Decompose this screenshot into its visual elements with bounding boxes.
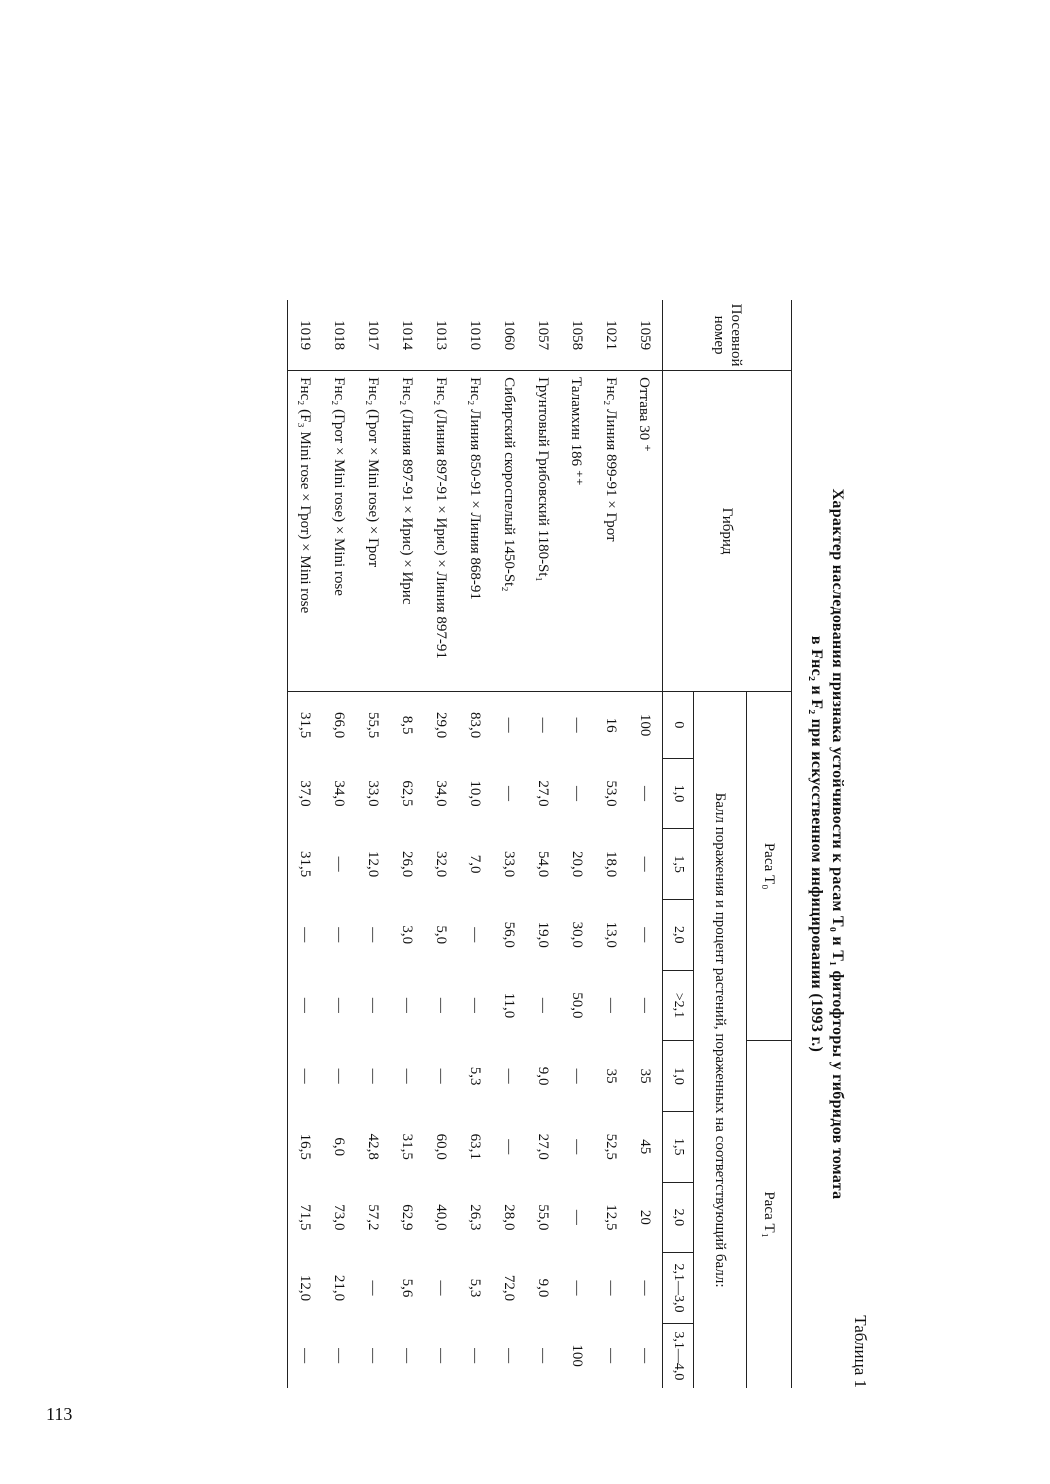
table-row	[356, 300, 390, 1388]
header-t0-score: >2,1	[663, 970, 694, 1041]
table-row	[424, 300, 458, 1388]
race-t1-value-cell: 20	[637, 1209, 654, 1225]
hybrid-cell: Оттава 30 ⁺	[628, 371, 663, 692]
race-t1-value-cell: 100	[569, 1344, 586, 1367]
hybrid-cell: Fнс₂ (Линия 897-91 × Ирис) × Линия 897-91	[424, 371, 458, 692]
header-t1-score: 1,0	[663, 1041, 694, 1112]
race-t1-value-cell: 28,0	[501, 1204, 518, 1231]
table-row	[390, 300, 424, 1388]
hybrid-cell: Грунтовый Грибовский 1180-St₁	[526, 371, 560, 692]
sowing-number-cell: 1019	[288, 300, 323, 371]
race-t1-value-cell: —	[365, 1348, 382, 1364]
race-t1-value-cell: —	[433, 1068, 450, 1084]
race-t1-value-cell: —	[288, 1041, 323, 1112]
sowing-number-cell: 1018	[322, 300, 356, 371]
header-score-caption: Балл поражения и процент растений, пораженных на соответствующий балл:	[694, 692, 747, 1388]
race-t0-value-cell: —	[535, 997, 552, 1013]
race-t0-value-cell: 12,0	[365, 850, 382, 878]
race-t0-value-cell: 100	[637, 713, 654, 737]
race-t1-value-cell: —	[288, 1323, 323, 1388]
sowing-number-cell: 1014	[390, 300, 424, 371]
race-t0-value-cell: —	[569, 785, 586, 801]
race-t1-value-cell: 12,5	[603, 1204, 620, 1231]
race-t1-value-cell: 72,0	[501, 1274, 518, 1302]
race-t1-value-cell: —	[637, 1348, 654, 1364]
race-t0-value-cell: —	[501, 717, 518, 733]
race-t1-value-cell: 45	[637, 1139, 654, 1155]
race-t1-value-cell: —	[501, 1139, 518, 1155]
header-t1-score: 2,1—3,0	[663, 1253, 694, 1324]
hybrid-cell: Fнс₂ Линия 850-91 × Линия 868-91	[458, 371, 492, 692]
race-t0-value-cell: 34,0	[433, 780, 450, 807]
race-t1-value-cell: 5,6	[399, 1278, 416, 1298]
race-t1-value-cell: 12,0	[288, 1253, 323, 1324]
race-t1-value-cell: —	[331, 1348, 348, 1364]
race-t1-value-cell: —	[603, 1280, 620, 1296]
race-t1-value-cell: —	[569, 1139, 586, 1155]
race-t0-value-cell: 33,0	[365, 780, 382, 807]
race-t0-value-cell: —	[288, 899, 323, 970]
race-t1-value-cell: 42,8	[365, 1133, 382, 1160]
race-t1-value-cell: —	[433, 1280, 450, 1296]
race-t0-value-cell: —	[569, 717, 586, 733]
resistance-table	[287, 300, 792, 1388]
race-t0-value-cell: 16	[603, 717, 620, 733]
race-t0-value-cell: 54,0	[535, 850, 552, 878]
header-t1-score: 2,0	[663, 1182, 694, 1253]
race-t0-value-cell: —	[365, 997, 382, 1013]
header-t1-score: 3,1—4,0	[663, 1323, 694, 1388]
race-t0-value-cell: 32,0	[433, 850, 450, 878]
race-t0-value-cell: 37,0	[288, 758, 323, 829]
race-t0-value-cell: —	[399, 997, 416, 1013]
sowing-number-cell: 1013	[424, 300, 458, 371]
header-race-t1: Раса T₁	[747, 1041, 792, 1388]
race-t0-value-cell: —	[501, 785, 518, 801]
race-t0-value-cell: 62,5	[399, 780, 416, 807]
table-row	[288, 300, 323, 1388]
race-t1-value-cell: 16,5	[288, 1111, 323, 1182]
race-t0-value-cell: 55,5	[365, 711, 382, 739]
rotated-page-content	[46, 300, 880, 1424]
table-row	[526, 300, 560, 1388]
race-t0-value-cell: —	[637, 856, 654, 872]
race-t0-value-cell: 19,0	[535, 921, 552, 948]
race-t1-value-cell: —	[433, 1348, 450, 1364]
hybrid-cell: Fнс₂ (Грот × Mini rose) × Грот	[356, 371, 390, 692]
race-t1-value-cell: 52,5	[603, 1133, 620, 1160]
race-t1-value-cell: 21,0	[331, 1274, 348, 1302]
table-caption-label: Таблица 1	[851, 1315, 870, 1388]
race-t1-value-cell: 9,0	[535, 1066, 552, 1086]
race-t0-value-cell: 83,0	[467, 711, 484, 739]
hybrid-cell: Fнс₂ (Грот × Mini rose) × Mini rose	[322, 371, 356, 692]
race-t1-value-cell: 5,3	[467, 1066, 484, 1086]
race-t1-value-cell: 27,0	[535, 1133, 552, 1160]
race-t0-value-cell: 56,0	[501, 921, 518, 948]
race-t0-value-cell: 11,0	[501, 992, 518, 1019]
table-row	[560, 300, 594, 1388]
header-t1-score: 1,5	[663, 1111, 694, 1182]
header-t0-score: 0	[663, 692, 694, 759]
race-t0-value-cell: 53,0	[603, 780, 620, 807]
race-t0-value-cell: 3,0	[399, 925, 416, 945]
race-t1-value-cell: —	[331, 1068, 348, 1084]
race-t1-value-cell: 31,5	[399, 1133, 416, 1160]
race-t0-value-cell: 13,0	[603, 921, 620, 948]
header-t0-score: 1,0	[663, 758, 694, 829]
header-t0-score: 1,5	[663, 829, 694, 900]
race-t1-value-cell: —	[365, 1280, 382, 1296]
race-t0-value-cell: 34,0	[331, 780, 348, 807]
race-t0-value-cell: 8,5	[399, 715, 416, 735]
race-t1-value-cell: —	[467, 1348, 484, 1364]
race-t0-value-cell: 27,0	[535, 780, 552, 807]
race-t0-value-cell: 66,0	[331, 711, 348, 739]
race-t1-value-cell: 26,3	[467, 1204, 484, 1231]
sowing-number-cell: 1057	[526, 300, 560, 371]
race-t1-value-cell: 35	[603, 1068, 620, 1084]
hybrid-cell: Fнс₂ (F₃ Mini rose × Грот) × Mini rose	[288, 371, 323, 692]
race-t1-value-cell: —	[569, 1280, 586, 1296]
table-row	[458, 300, 492, 1388]
header-sowing-number: Посевной номер	[663, 300, 792, 371]
hybrid-cell: Fнс₂ Линия 899-91 × Грот	[594, 371, 628, 692]
race-t1-value-cell: —	[501, 1068, 518, 1084]
sowing-number-cell: 1058	[560, 300, 594, 371]
race-t1-value-cell: —	[365, 1068, 382, 1084]
race-t0-value-cell: 31,5	[288, 829, 323, 900]
race-t1-value-cell: —	[399, 1068, 416, 1084]
race-t1-value-cell: —	[603, 1348, 620, 1364]
race-t0-value-cell: 10,0	[467, 780, 484, 807]
title-line-2: в Fнс₂ и F₂ при искусственном инфицировании (1993 г.)	[808, 635, 825, 1053]
race-t0-value-cell: 5,0	[433, 925, 450, 945]
sowing-number-cell: 1059	[628, 300, 663, 371]
race-t1-value-cell: 35	[637, 1068, 654, 1084]
race-t0-value-cell: —	[331, 927, 348, 943]
race-t0-value-cell: —	[467, 927, 484, 943]
race-t1-value-cell: —	[535, 1348, 552, 1364]
race-t1-value-cell: —	[569, 1209, 586, 1225]
race-t0-value-cell: 31,5	[288, 692, 323, 759]
race-t0-value-cell: 29,0	[433, 711, 450, 739]
race-t1-value-cell: 71,5	[288, 1182, 323, 1253]
race-t1-value-cell: —	[569, 1068, 586, 1084]
race-t1-value-cell: 62,9	[399, 1204, 416, 1231]
sowing-number-cell: 1060	[492, 300, 526, 371]
hybrid-cell: Fнс₂ (Линия 897-91 × Ирис) × Ирис	[390, 371, 424, 692]
table-row	[322, 300, 356, 1388]
race-t0-value-cell: 30,0	[569, 921, 586, 948]
race-t0-value-cell: —	[535, 717, 552, 733]
race-t1-value-cell: 5,3	[467, 1278, 484, 1298]
hybrid-cell: Сибирский скороспелый 1450-St₂	[492, 371, 526, 692]
sowing-number-cell: 1021	[594, 300, 628, 371]
table-row	[492, 300, 526, 1388]
race-t1-value-cell: —	[501, 1348, 518, 1364]
race-t0-value-cell: 33,0	[501, 850, 518, 878]
race-t0-value-cell: 7,0	[467, 854, 484, 874]
header-t0-score: 2,0	[663, 899, 694, 970]
race-t0-value-cell: 18,0	[603, 850, 620, 878]
race-t0-value-cell: —	[331, 997, 348, 1013]
race-t0-value-cell: —	[433, 997, 450, 1013]
sowing-number-cell: 1017	[356, 300, 390, 371]
table-title	[806, 300, 848, 1388]
race-t0-value-cell: —	[603, 997, 620, 1013]
race-t0-value-cell: 20,0	[569, 850, 586, 878]
title-line-1: Характер наследования признака устойчивости к расам T₀ и T₁ фитофторы у гибридов томата	[829, 488, 846, 1200]
table-row	[594, 300, 628, 1388]
race-t1-value-cell: 57,2	[365, 1204, 382, 1231]
header-race-t0: Раса T₀	[747, 692, 792, 1041]
race-t0-value-cell: —	[637, 927, 654, 943]
race-t0-value-cell: 26,0	[399, 850, 416, 878]
race-t1-value-cell: 55,0	[535, 1204, 552, 1231]
race-t0-value-cell: —	[467, 997, 484, 1013]
race-t1-value-cell: 63,1	[467, 1133, 484, 1160]
race-t1-value-cell: 9,0	[535, 1278, 552, 1298]
race-t1-value-cell: —	[399, 1348, 416, 1364]
race-t0-value-cell: —	[637, 997, 654, 1013]
sowing-number-cell: 1010	[458, 300, 492, 371]
race-t1-value-cell: 60,0	[433, 1133, 450, 1160]
race-t0-value-cell: —	[288, 970, 323, 1041]
race-t1-value-cell: 73,0	[331, 1204, 348, 1231]
page-number: 113	[46, 1404, 73, 1424]
hybrid-cell: Таламхин 186 ⁺⁺	[560, 371, 594, 692]
race-t1-value-cell: 6,0	[331, 1137, 348, 1157]
header-hybrid: Гибрид	[663, 371, 792, 692]
race-t0-value-cell: —	[365, 927, 382, 943]
table-row	[628, 300, 663, 1388]
table-body	[288, 300, 663, 1388]
race-t1-value-cell: —	[637, 1280, 654, 1296]
race-t0-value-cell: —	[331, 856, 348, 872]
race-t0-value-cell: 50,0	[569, 992, 586, 1019]
race-t1-value-cell: 40,0	[433, 1204, 450, 1231]
race-t0-value-cell: —	[637, 785, 654, 801]
